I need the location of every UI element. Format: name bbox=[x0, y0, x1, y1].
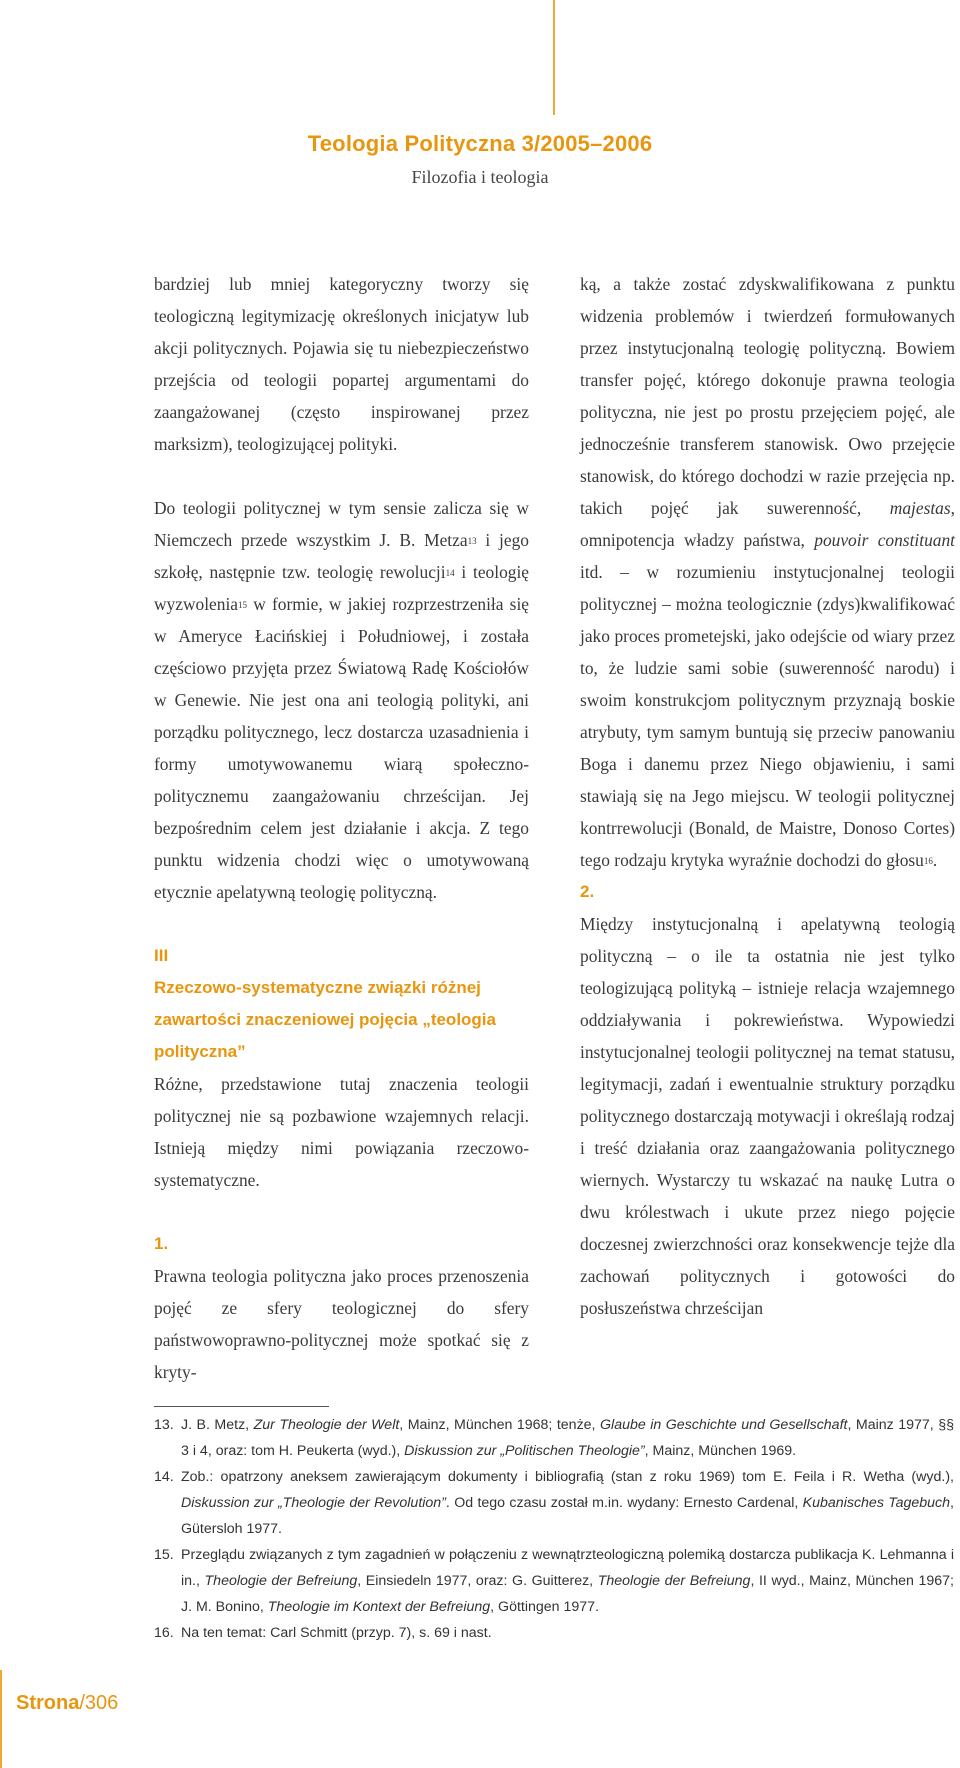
journal-title: Teologia Polityczna 3/2005–2006 bbox=[307, 131, 653, 156]
footnote-ref: 13 bbox=[467, 536, 477, 546]
footnote-ref: 14 bbox=[445, 568, 455, 578]
footnote-text bbox=[181, 1412, 954, 1464]
italic-term: pouvoir constituant bbox=[814, 530, 955, 550]
footnote-run: J. B. Metz, bbox=[181, 1417, 254, 1433]
paragraph: Między instytucjonalną i apelatywną teologią polityczną – o ile ta ostatnia nie jest tylko teologizującą polityką – istnieje relacja wzajemnego oddziaływania i pokrewieństwa. Wypowiedzi instytucjonalnej teologii politycznej na temat statusu, legitymacji, zadań i ewentualnie struktury porządku politycznego dostarczają motywacji i określają rodzaj i treść działania oraz zaangażowania politycznego wiernych. Wystarczy tu wskazać na naukę Lutra o dwu królestwach i ukute przez niego pojęcie doczesnej zwierzchności oraz konsekwencje tejże dla zachowań politycznych i gotowości do posłuszeństwa chrześcijan bbox=[580, 914, 955, 1318]
footnote-number: 14. bbox=[154, 1469, 174, 1485]
footnote-item bbox=[154, 1620, 954, 1646]
footnote-title: Diskussion zur „Theologie der Revolution” bbox=[181, 1495, 446, 1511]
page-label-text: Strona bbox=[16, 1692, 80, 1714]
footnote-title: Kubanisches Tagebuch bbox=[802, 1495, 951, 1511]
footnote-run: , Mainz, München 1968; tenże, bbox=[399, 1417, 600, 1433]
subsection-number: 2. bbox=[580, 882, 595, 901]
footnote-text bbox=[181, 1620, 954, 1646]
footnote-run: Zob.: opatrzony aneksem zawierającym dokumenty i bibliografią (stan z roku 1969) tom E. Feila i R. Wetha (wyd.), bbox=[181, 1469, 954, 1485]
text-run: i teologię wyzwolenia bbox=[154, 562, 530, 614]
page-side-rule bbox=[0, 1670, 2, 1768]
footnote-ref: 16 bbox=[923, 856, 933, 866]
footnote-title: Theologie der Befreiung bbox=[597, 1573, 751, 1589]
footnote-title: Theologie im Kontext der Befreiung bbox=[267, 1599, 491, 1615]
footnote-title: Diskussion zur „Politischen Theologie” bbox=[404, 1443, 645, 1459]
footnote-run: , Gütersloh 1977. bbox=[181, 1495, 954, 1537]
footnote-title: Glaube in Geschichte und Gesellschaft bbox=[600, 1417, 848, 1433]
footnotes bbox=[154, 1412, 954, 1646]
left-column bbox=[154, 268, 529, 1388]
journal-subtitle: Filozofia i teologia bbox=[411, 167, 549, 187]
page-separator: / bbox=[79, 1692, 85, 1714]
text-run: , omnipotencja władzy państwa, bbox=[580, 498, 955, 550]
footnote-item bbox=[154, 1412, 954, 1464]
paragraph: Prawna teologia polityczna jako proces przenoszenia pojęć ze sfery teologicznej do sfery państwowoprawno-politycznej może spotkać się z kryty- bbox=[154, 1266, 529, 1382]
paragraph bbox=[580, 268, 955, 876]
footnote-run: , Göttingen 1977. bbox=[490, 1599, 600, 1615]
footnote-item bbox=[154, 1464, 954, 1542]
section-title: Rzeczowo-systematyczne związki różnej zawartości znaczeniowej pojęcia „teologia polityczna” bbox=[154, 978, 496, 1061]
page-number-value: 306 bbox=[84, 1692, 119, 1714]
footnote-number: 15. bbox=[154, 1547, 174, 1563]
footnote-run: , II wyd., Mainz, München 1967; J. M. Bonino, bbox=[181, 1573, 954, 1615]
text-run: . bbox=[932, 850, 938, 870]
footnote-number: 13. bbox=[154, 1417, 174, 1433]
footnote-run: , Mainz, München 1969. bbox=[644, 1443, 797, 1459]
footnote-title: Zur Theologie der Welt bbox=[253, 1417, 400, 1433]
footnote-run: Przeglądu związanych z tym zagadnień w połączeniu z wewnątrzteologiczną polemiką dostarcza publikacja K. Lehmanna i in., bbox=[181, 1547, 954, 1589]
footnote-run: Na ten temat: Carl Schmitt (przyp. 7), s. 69 i nast. bbox=[181, 1625, 492, 1641]
text-run: ką, a także zostać zdyskwalifikowana z punktu widzenia problemów i twierdzeń formułowanych przez instytucjonalną teologię polityczną. Bowiem transfer pojęć, którego dokonuje prawna teologia polityczna, nie jest po prostu przejęciem pojęć, ale jednocześnie transferem stanowisk. Owo przejęcie stanowisk, do którego dochodzi w razie przejęcia np. takich pojęć jak suwerenność, bbox=[580, 274, 955, 518]
footnote-run: . Od tego czasu został m.in. wydany: Ernesto Cardenal, bbox=[445, 1495, 803, 1511]
paragraph: Różne, przedstawione tutaj znaczenia teologii politycznej nie są pozbawione wzajemnych relacji. Istnieją między nimi powiązania rzeczowo-systematyczne. bbox=[154, 1074, 529, 1190]
footnote-ref: 15 bbox=[238, 600, 248, 610]
top-accent-rule bbox=[553, 0, 555, 115]
text-run: w formie, w jakiej rozprzestrzeniła się w Ameryce Łacińskiej i Południowej, i została częściowo przyjęta przez Światową Radę Kościołów w Genewie. Nie jest ona ani teologią polityki, ani porządku politycznego, lecz dostarcza uzasadnienia i formy umotywowanemu wiarą społeczno-politycznemu zaangażowaniu chrześcijan. Jej bezpośrednim celem jest działanie i akcja. Z tego punktu widzenia chodzi więc o umotywowaną etycznie apelatywną teologię polityczną. bbox=[154, 594, 529, 902]
text-run: i jego szkołę, następnie tzw. teologię rewolucji bbox=[154, 530, 529, 582]
text-run: itd. – w rozumieniu instytucjonalnej teologii politycznej – można teologicznie (zdys)kwalifikować jako proces prometejski, jako odejście od wiary przez to, że ludzie sami sobie (suwerenność narodu) i swoim konstrukcjom politycznym przyznają boskie atrybuty, tym samym buntują się przeciw panowaniu Boga i danemu przez Niego objawieniu, i sami stawiają się na Jego miejscu. W teologii politycznej kontrrewolucji (Bonald, de Maistre, Donoso Cortes) tego rodzaju krytyka wyraźnie dochodzi do głosu bbox=[580, 562, 955, 870]
footnote-number: 16. bbox=[154, 1625, 174, 1641]
footnote-run: , Einsiedeln 1977, oraz: G. Guitterez, bbox=[357, 1573, 598, 1589]
paragraph bbox=[154, 492, 529, 908]
paragraph: bardziej lub mniej kategoryczny tworzy się teologiczną legitymizację określonych inicjatyw lub akcji politycznych. Pojawia się tu niebezpieczeństwo przejścia od teologii popartej argumentami do zaangażowanej (często inspirowanej przez marksizm), teologizującej polityki. bbox=[154, 274, 529, 454]
footnote-run: , Mainz 1977, §§ 3 i 4, oraz: tom H. Peukerta (wyd.), bbox=[181, 1417, 955, 1459]
italic-term: majestas bbox=[889, 498, 951, 518]
footnote-text bbox=[181, 1464, 954, 1542]
section-number: III bbox=[154, 946, 169, 965]
footnote-title: Theologie der Befreiung bbox=[204, 1573, 358, 1589]
text-run: Do teologii politycznej w tym sensie zalicza się w Niemczech przede wszystkim J. B. Metza bbox=[154, 498, 529, 550]
page-number bbox=[16, 1692, 118, 1715]
right-column bbox=[580, 268, 955, 1324]
footnote-divider bbox=[154, 1406, 329, 1407]
footnote-item bbox=[154, 1542, 954, 1620]
footnote-text bbox=[181, 1542, 954, 1620]
subsection-number: 1. bbox=[154, 1234, 169, 1253]
